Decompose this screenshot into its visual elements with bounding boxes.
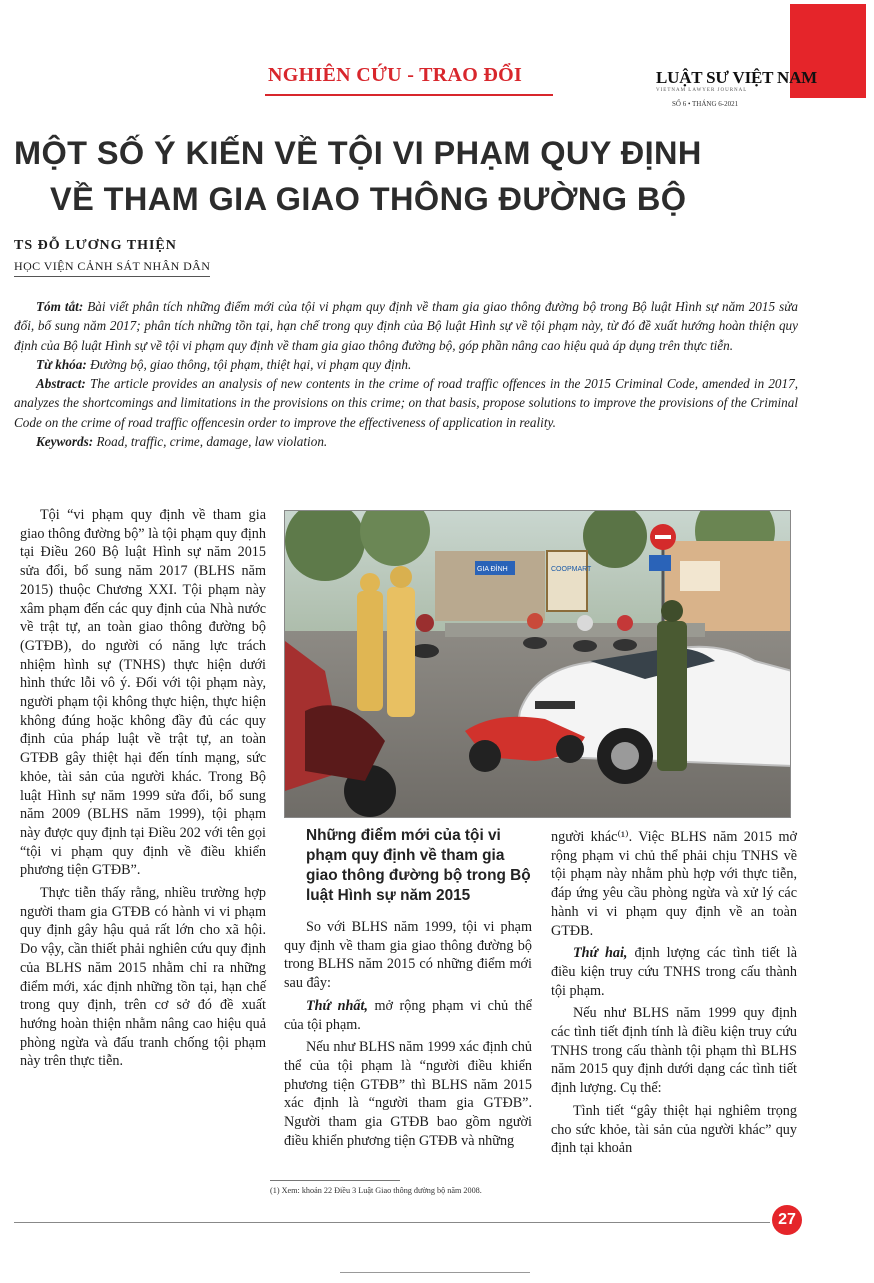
author-name: TS ĐỖ LƯƠNG THIỆN: [14, 238, 177, 253]
paragraph: [284, 997, 532, 1034]
abstract-en-label: Abstract:: [36, 376, 86, 392]
keywords-en-text: Road, traffic, crime, damage, law violation.: [96, 434, 328, 450]
paragraph: người khác⁽¹⁾. Việc BLHS năm 2015 mở rộng phạm vi chủ thể phải chịu TNHS về tội phạm này nhằm phù hợp với thực tiễn, đáp ứng yêu cầu phòng ngừa và xử lý các hành vi vi phạm quy định về an toàn GTĐB.: [551, 829, 797, 939]
section-underline: [265, 94, 553, 96]
paragraph-lead: Thứ hai,: [573, 945, 628, 962]
paragraph: Thực tiễn thấy rằng, nhiều trường hợp người tham gia GTĐB có hành vi vi phạm quy định gây hậu quả rất lớn cho xã hội. Do vậy, cần thiết phải nghiên cứu quy định của BLHS năm 2015 nhằm chỉ ra những điểm mới, xác định những tồn tại, hạn chế trong quy định, trên cơ sở đó đề xuất hướng hoàn thiện nhằm nâng cao hiệu quả phòng ngừa và đấu tranh chống tội phạm này trên thực tiễn.: [20, 885, 266, 1070]
footnote: (1) Xem: khoản 22 Điều 3 Luật Giao thông đường bộ năm 2008.: [270, 1186, 482, 1195]
keywords-en-label: Keywords:: [36, 434, 94, 450]
keywords-en: [14, 432, 798, 451]
section-subheading: Những điểm mới của tội vi phạm quy định về tham gia giao thông đường bộ trong Bộ luật Hình sự năm 2015: [306, 827, 531, 904]
paragraph: Tình tiết “gây thiệt hại nghiêm trọng cho sức khỏe, tài sản của người khác” quy định tại khoản: [551, 1102, 797, 1157]
body-column-2: [284, 918, 532, 1150]
keywords-vi-text: Đường bộ, giao thông, tội phạm, thiệt hại, vi phạm quy định.: [90, 356, 412, 372]
paragraph: Nếu như BLHS năm 1999 quy định các tình tiết định tính là điều kiện truy cứu TNHS trong cấu thành tội phạm thì BLHS năm 2015 quy định dưới dạng các tình tiết định lượng. Cụ thể:: [551, 1005, 797, 1097]
abstract-en-text: The article provides an analysis of new contents in the crime of road traffic offences in the 2015 Criminal Code, amended in 2017, analyzes the shortcomings and limitations in the provisions on this crime; on that basis, propose solutions to improve the provisions of the Criminal Code on the crime of road traffic offencesin order to improve the effectiveness of application in reality.: [14, 376, 799, 430]
keywords-vi-label: Từ khóa:: [36, 356, 87, 372]
shop-sign-1: COOPMART: [551, 566, 592, 573]
summary-label: Tóm tắt:: [36, 299, 84, 314]
journal-masthead-subtitle: VIETNAM LAWYER JOURNAL: [656, 88, 748, 93]
shop-sign-2: GIA ĐÌNH: [477, 566, 508, 573]
paragraph: [551, 944, 797, 1000]
keywords-vi: [14, 355, 798, 374]
body-column-3: [551, 828, 797, 1158]
bottom-divider: [340, 1272, 530, 1273]
paragraph: Nếu như BLHS năm 1999 xác định chủ thể của tội phạm là “người điều khiển phương tiện GTĐB” thì BLHS năm 2015 xác định là “người tham gia GTĐB”. Người tham gia GTĐB bao gồm người điều khiển phương tiện GTĐB và những: [284, 1039, 532, 1149]
traffic-accident-scene: [285, 511, 791, 818]
article-title-line1: MỘT SỐ Ý KIẾN VỀ TỘI VI PHẠM QUY ĐỊNH: [14, 135, 702, 171]
abstract-block: [14, 297, 798, 451]
page-bottom-rule: [14, 1222, 770, 1223]
page-number: 27: [772, 1205, 802, 1235]
journal-masthead: LUẬT SƯ VIỆT NAM: [656, 68, 818, 87]
article-photo: [284, 510, 791, 818]
paragraph-text: mở rộng phạm vi chủ thể của tội phạm.: [284, 997, 533, 1033]
issue-number: SỐ 6 • THÁNG 6-2021: [672, 100, 739, 108]
abstract-en: [14, 374, 798, 432]
article-title-line2: VỀ THAM GIA GIAO THÔNG ĐƯỜNG BỘ: [50, 181, 687, 217]
paragraph-lead: Thứ nhất,: [306, 997, 368, 1014]
summary-vi: [14, 297, 798, 355]
paragraph: Tội “vi phạm quy định về tham gia giao thông đường bộ” là tội phạm quy định tại Điều 260 Bộ luật Hình sự năm 2015 sửa đổi, bổ sung năm 2017 (BLHS năm 2015) thuộc Chương XXI. Tội phạm này xâm phạm đến các quy định của Nhà nước về trật tự, an toàn giao thông đường bộ (GTĐB), do người có năng lực trách nhiệm hình sự (TNHS) thực hiện dưới hình thức lỗi vô ý. Đối với tội phạm này, người phạm tội không thực hiện, thực hiện không đúng hoặc không đầy đủ các quy định của pháp luật về trật tự, an toàn GTĐB gây thiệt hại đến tính mạng, sức khỏe, tài sản của người khác. Trong Bộ luật Hình sự năm 1999 sửa đổi, bổ sung năm 2009 (BLHS năm 1999), tội phạm này được quy định tại Điều 202 với tên gọi “tội vi phạm quy định về điều khiển phương tiện GTĐB”.: [20, 507, 266, 879]
paragraph-text: định lượng các tình tiết là điều kiện truy cứu TNHS trong cấu thành tội phạm.: [551, 945, 798, 999]
author-affiliation: HỌC VIỆN CẢNH SÁT NHÂN DÂN: [14, 259, 210, 277]
article-title: [14, 130, 814, 222]
summary-text: Bài viết phân tích những điểm mới của tội vi phạm quy định về tham gia giao thông đường bộ trong Bộ luật Hình sự năm 2015 sửa đổi, bổ sung năm 2017; phân tích những tồn tại, hạn chế trong quy định của Bộ luật Hình sự về tội phạm này, từ đó đề xuất hướng hoàn thiện quy định của Bộ luật Hình sự về tội vi phạm quy định về tham gia giao thông đường bộ, góp phần nâng cao hiệu quả áp dụng trên thực tiễn.: [14, 299, 798, 353]
footnote-divider: [270, 1180, 400, 1181]
body-column-1: [20, 506, 266, 1071]
section-title: NGHIÊN CỨU - TRAO ĐỔI: [268, 64, 523, 86]
paragraph: So với BLHS năm 1999, tội vi phạm quy định về tham gia giao thông đường bộ trong BLHS năm 2015 có những điểm mới sau đây:: [284, 919, 532, 992]
